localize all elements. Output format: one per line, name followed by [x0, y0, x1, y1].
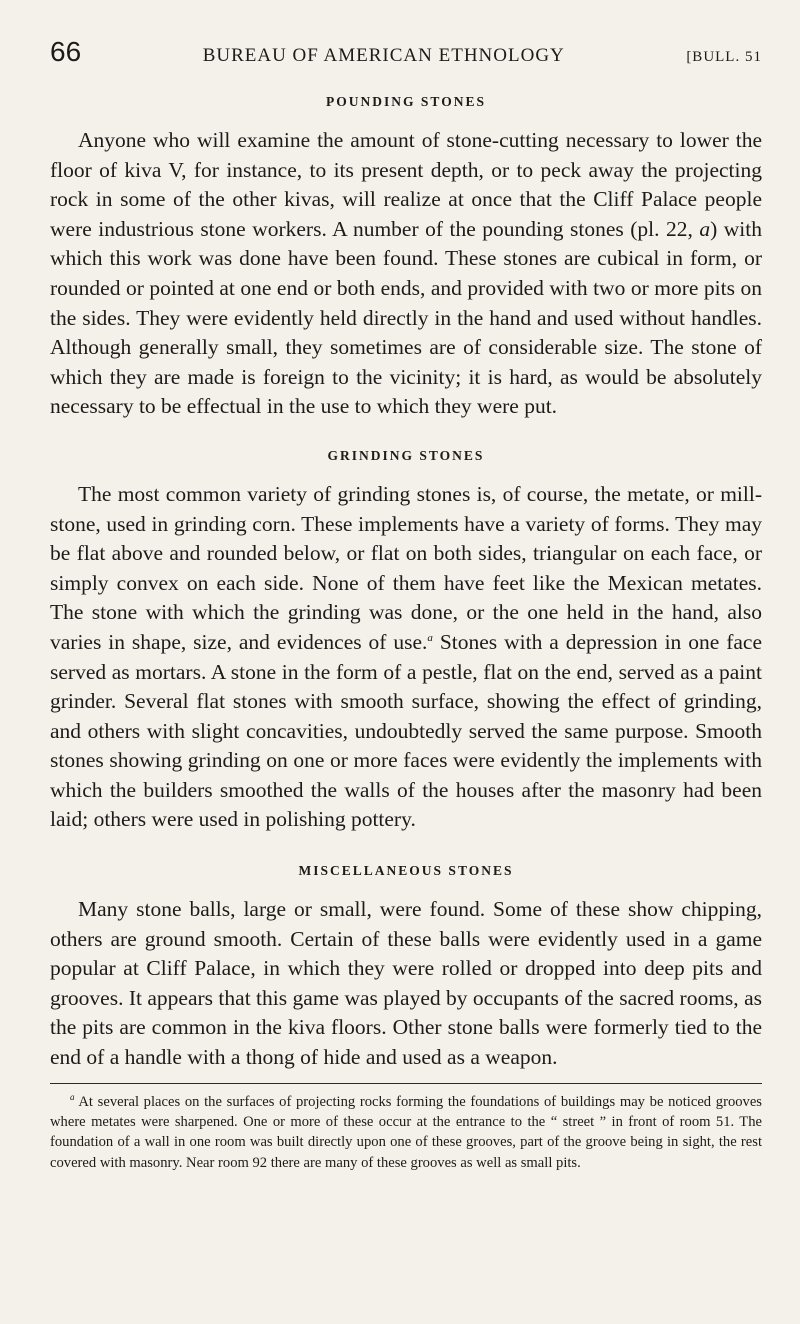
running-title: BUREAU OF AMERICAN ETHNOLOGY — [202, 45, 565, 66]
plate-figure-letter: a — [699, 216, 711, 241]
section-heading-miscellaneous-stones: MISCELLANEOUS STONES — [298, 863, 514, 879]
footnote-divider — [50, 1083, 762, 1084]
section-heading-grinding-stones: GRINDING STONES — [327, 447, 485, 463]
paragraph-text: Stones with a depression in one face served as mortars. A stone in the form of a pestle, flat on the end, served as a paint grinder. Several flat stones with smooth surface, showing the effect of grinding, and others with slight concavities, undoubtedly served the same purpose. Smooth stones showing grinding on one or more faces were evidently the implements with which the builders smoothed the walls of the houses after the masonry had been laid; others were used in polishing pottery. — [50, 629, 762, 832]
paragraph-text: ) with which this work was done have been found. These stones are cubical in form, or rounded or pointed at one end or both ends, and provided with two or more pits on the sides. They were evidently held directly in the hand and used without handles. Although generally small, they sometimes are of considerable size. The stone of which they are made is foreign to the vicinity; it is hard, as would be absolutely necessary to be effectual in the use to which they were put. — [50, 216, 762, 419]
paragraph-text: The most common variety of grinding stones is, of course, the metate, or mill-stone, used in grinding corn. These implements have a variety of forms. They may be flat above and rounded below, or flat on both sides, triangular on each face, or simply convex on each side. None of them have feet like the Mexican metates. The stone with which the grinding was done, or the one held in the hand, also varies in shape, size, and evidences of use. — [50, 481, 762, 654]
footnote-reference: a — [427, 631, 433, 644]
page-number: 66 — [50, 36, 82, 67]
paragraph-miscellaneous-stones: Many stone balls, large or small, were found. Some of these show chipping, others are ground smooth. Certain of these balls were evidently used in a game popular at Cliff Palace, in which they were rolled or dropped into deep pits and grooves. It appears that this game was played by occupants of the sacred rooms, as the pits are common in the kiva floors. Other stone balls were formerly tied to the end of a handle with a thong of hide and used as a weapon. — [50, 897, 762, 1070]
paragraph-text: Anyone who will examine the amount of stone-cutting necessary to lower the floor of kiva V, for instance, to its present depth, or to peck away the projecting rock in some of the other kivas, will realize at once that the Cliff Palace people were industrious stone workers. A number of the pounding stones (pl. 22, — [50, 128, 762, 241]
section-heading-pounding-stones: POUNDING STONES — [326, 94, 486, 109]
footnote — [50, 1092, 762, 1174]
footnote-text: At several places on the surfaces of projecting rocks forming the foundations of buildings may be noticed grooves where metates were sharpened. One or more of these occur at the entrance to the “ street ” in front of room 51. The foundation of a wall in one room was built directly upon one of these grooves, part of the groove being in sight, the rest covered with masonry. Near room 92 there are many of these grooves as well as small pits. — [50, 1093, 762, 1171]
paragraph-grinding-stones — [50, 480, 762, 835]
footnote-mark: a — [70, 1091, 75, 1102]
book-page — [50, 36, 762, 1173]
bulletin-reference: [BULL. 51 — [686, 49, 762, 65]
page-header — [50, 36, 762, 72]
paragraph-pounding-stones — [50, 126, 762, 422]
